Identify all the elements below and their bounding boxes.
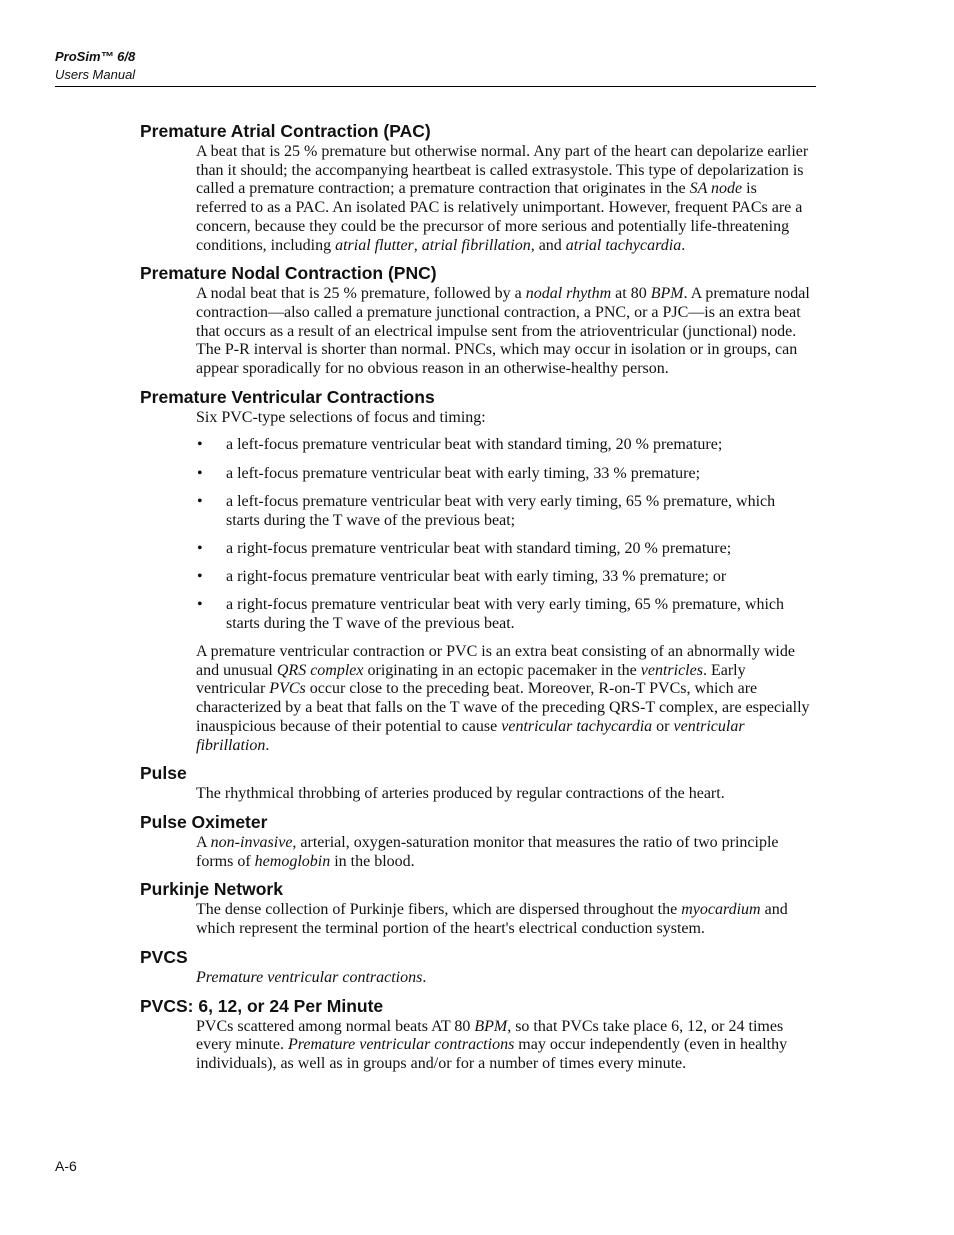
heading-pulse: Pulse [140, 763, 187, 784]
pvc-list [196, 436, 810, 633]
running-header [55, 48, 135, 84]
heading-pulse-oximeter: Pulse Oximeter [140, 811, 268, 832]
product-name: ProSim™ 6/8 [55, 49, 136, 64]
bullet-icon: • [197, 567, 203, 585]
list-item: • a right-focus premature ventricular beat with early timing, 33 % premature; or [197, 567, 727, 585]
page-number: A-6 [55, 1158, 77, 1174]
header-rule [55, 86, 816, 87]
bullet-icon: • [197, 464, 203, 482]
term-sa-node: SA node [689, 180, 743, 198]
body-purkinje: The dense collection of Purkinje fibers, which are dispersed throughout the myocardium and which represent the terminal portion of the heart's electrical conduction system. [196, 901, 788, 938]
term-atrial-tachycardia: atrial tachycardia [565, 236, 682, 254]
term-qrs-complex: QRS complex [276, 661, 364, 679]
body-pulse-oximeter: A non-invasive, arterial, oxygen-saturation monitor that measures the ratio of two principle forms of hemoglobin in the blood. [196, 833, 779, 870]
section-pulse [140, 762, 810, 804]
section-pnc [140, 262, 810, 379]
term-atrial-fibrillation: atrial fibrillation [421, 236, 531, 254]
section-pvcs-rate [140, 995, 810, 1074]
bullet-icon: • [197, 492, 203, 510]
heading-pvc: Premature Ventricular Contractions [140, 386, 435, 407]
list-item: • a right-focus premature ventricular beat with very early timing, 65 % premature, which starts during the T wave of the previous beat. [197, 596, 785, 632]
body-pvc: A premature ventricular contraction or PVC is an extra beat consisting of an abnormally wide and unusual QRS complex originating in an ectopic pacemaker in the ventricles. Early ventricular PVCs occur close to the preceding beat. Moreover, R-on-T PVCs, which are characterized by a beat that falls on the T wave of the preceding QRS-T complex, are especially inauspicious because of their potential to cause ventricular tachycardia or ventricular fibrillation. [196, 643, 810, 754]
section-pvc [140, 386, 810, 756]
heading-pvcs: PVCS [140, 946, 188, 967]
term-ventricular-fibrillation: ventricular fibrillation [196, 717, 745, 754]
body-pnc: A nodal beat that is 25 % premature, followed by a nodal rhythm at 80 BPM. A premature nodal contraction—also called a premature junctional contraction, a PNC, or a PJC—is an extra beat that occurs as a result of an electrical impulse sent from the atrioventricular (junctional) node. The P-R interval is shorter than normal. PNCs, which may occur in isolation or in groups, can appear sporadically for no obvious reason in an otherwise-healthy person. [196, 285, 810, 378]
term-bpm: BPM [650, 285, 684, 303]
term-atrial-flutter: atrial flutter [335, 236, 414, 254]
list-item: • a left-focus premature ventricular beat with very early timing, 65 % premature, which starts during the T wave of the previous beat; [197, 492, 776, 529]
heading-purkinje: Purkinje Network [140, 879, 283, 900]
term-premature-ventricular-contractions: Premature ventricular contractions [196, 968, 423, 986]
term-nodal-rhythm: nodal rhythm [525, 285, 612, 303]
bullet-icon: • [197, 539, 203, 557]
body-pac: A beat that is 25 % premature but otherwise normal. Any part of the heart can depolarize earlier than it should; the accompanying heartbeat is called extrasystole. This type of depolarization is called a premature contraction; a premature contraction that originates in the SA node is referred to as a PAC. An isolated PAC is relatively unimportant. However, frequent PACs are a concern, because they could be the precursor of more serious and potentially life-threatening conditions, including atrial flutter, atrial fibrillation, and atrial tachycardia. [196, 143, 809, 254]
bullet-icon: • [197, 436, 203, 454]
section-pulse-oximeter [140, 811, 810, 871]
term-myocardium: myocardium [681, 901, 761, 919]
manual-name: Users Manual [55, 67, 136, 82]
list-item: • a left-focus premature ventricular beat with standard timing, 20 % premature; [197, 436, 723, 454]
list-item: • a left-focus premature ventricular beat with early timing, 33 % premature; [197, 464, 701, 482]
term-non-invasive: non-invasive [210, 833, 293, 851]
body-pulse: The rhythmical throbbing of arteries produced by regular contractions of the heart. [196, 785, 725, 803]
term-ventricular-tachycardia: ventricular tachycardia [501, 717, 653, 735]
list-item: • a right-focus premature ventricular beat with standard timing, 20 % premature; [197, 539, 732, 557]
body-pvcs: Premature ventricular contractions. [196, 968, 427, 986]
term-hemoglobin: hemoglobin [254, 852, 331, 870]
term-pvcs: PVCs [269, 680, 306, 698]
term-ventricles: ventricles [640, 661, 703, 679]
body-pvc-intro: Six PVC-type selections of focus and timing: [196, 408, 486, 426]
term-bpm: BPM [474, 1017, 508, 1035]
heading-pvcs-rate: PVCS: 6, 12, or 24 Per Minute [140, 995, 384, 1016]
heading-pac: Premature Atrial Contraction (PAC) [140, 121, 431, 141]
section-pvcs [140, 946, 810, 988]
section-purkinje [140, 878, 810, 938]
body-pvcs-rate: PVCs scattered among normal beats AT 80 BPM, so that PVCs take place 6, 12, or 24 times every minute. Premature ventricular contractions may occur independently (even in healthy individuals), as well as in groups and/or for a number of times every minute. [196, 1017, 788, 1072]
glossary-content [140, 120, 810, 1074]
bullet-icon: • [197, 596, 203, 614]
term-premature-ventricular-contractions: Premature ventricular contractions [287, 1036, 515, 1054]
heading-pnc: Premature Nodal Contraction (PNC) [140, 263, 437, 284]
section-pac [140, 120, 810, 255]
